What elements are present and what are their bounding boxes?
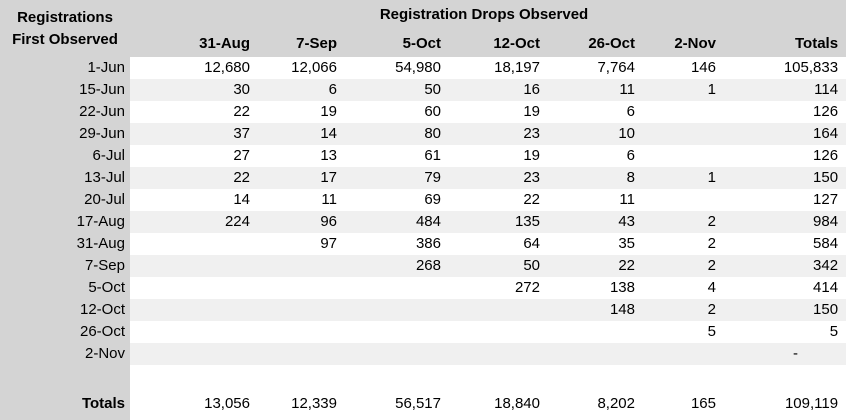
data-cell: 22 xyxy=(233,103,250,120)
data-cell: 69 xyxy=(424,191,441,208)
data-cell: 12,680 xyxy=(204,59,250,76)
spacer-row xyxy=(0,365,846,387)
totals-cell: 165 xyxy=(690,394,716,412)
row-label: 15-Jun xyxy=(0,79,130,101)
data-cell: 5 xyxy=(707,323,716,340)
data-cell: 22 xyxy=(548,255,643,277)
table-row xyxy=(0,101,846,123)
data-cell xyxy=(130,299,258,321)
data-cell: 4 xyxy=(707,279,716,296)
data-cell xyxy=(449,321,548,343)
data-cell: 19 xyxy=(320,103,337,120)
data-cell: 54,980 xyxy=(395,59,441,76)
row-label: 22-Jun xyxy=(0,101,130,123)
totals-cell: 8,202 xyxy=(597,394,635,412)
data-cell: 2 xyxy=(643,211,724,233)
table-row xyxy=(0,343,846,365)
data-cell: 126 xyxy=(813,103,839,120)
totals-cell: 13,056 xyxy=(204,394,250,412)
data-cell: 6 xyxy=(258,79,345,101)
data-cell: 97 xyxy=(320,235,337,252)
table-row xyxy=(0,57,846,79)
data-cell xyxy=(643,365,724,387)
table-row xyxy=(0,167,846,189)
data-cell xyxy=(449,299,548,321)
row-label xyxy=(0,365,130,387)
span-header: Registration Drops Observed xyxy=(130,0,846,30)
data-cell xyxy=(643,343,724,365)
table-row xyxy=(0,145,846,167)
data-cell xyxy=(258,299,345,321)
data-cell: 60 xyxy=(424,103,441,120)
data-cell: 50 xyxy=(345,79,449,101)
data-cell: 10 xyxy=(548,123,643,145)
data-cell: 8 xyxy=(548,167,643,189)
data-cell: 2 xyxy=(707,235,716,252)
data-cell: 13 xyxy=(320,147,337,164)
data-cell: 19 xyxy=(523,147,540,164)
data-cell xyxy=(258,365,345,387)
data-cell: 14 xyxy=(258,123,345,145)
table-row xyxy=(0,321,846,343)
data-cell: 37 xyxy=(130,123,258,145)
data-cell: 584 xyxy=(813,235,839,252)
data-cell: 386 xyxy=(415,235,441,252)
data-cell xyxy=(643,189,724,211)
row-label: 1-Jun xyxy=(0,57,130,79)
data-cell xyxy=(548,343,643,365)
data-cell xyxy=(345,299,449,321)
data-cell xyxy=(258,255,345,277)
data-cell: 135 xyxy=(449,211,548,233)
data-cell: 96 xyxy=(258,211,345,233)
data-cell: 414 xyxy=(813,279,839,296)
data-cell: 80 xyxy=(345,123,449,145)
data-cell: 1 xyxy=(643,79,724,101)
table-body xyxy=(0,57,846,420)
data-cell: 22 xyxy=(130,167,258,189)
data-cell xyxy=(724,365,846,387)
column-header-5-oct: 5-Oct xyxy=(345,30,449,57)
row-label: 6-Jul xyxy=(0,145,130,167)
data-cell: 11 xyxy=(321,191,337,208)
data-cell: 342 xyxy=(724,255,846,277)
data-cell xyxy=(345,321,449,343)
data-cell: 12,066 xyxy=(291,59,337,76)
column-header-7-sep: 7-Sep xyxy=(258,30,345,57)
totals-label: Totals xyxy=(0,387,130,420)
data-cell: 2 xyxy=(643,299,724,321)
row-label: 31-Aug xyxy=(0,233,130,255)
row-label: 5-Oct xyxy=(0,277,130,299)
data-cell xyxy=(643,145,724,167)
data-cell: 27 xyxy=(233,147,250,164)
row-label: 29-Jun xyxy=(0,123,130,145)
data-cell: 126 xyxy=(813,147,839,164)
table-row xyxy=(0,79,846,101)
data-cell xyxy=(258,277,345,299)
totals-cell: 18,840 xyxy=(494,394,540,412)
data-cell: 23 xyxy=(449,123,548,145)
data-cell xyxy=(258,343,345,365)
data-cell xyxy=(345,343,449,365)
data-cell: 1 xyxy=(643,167,724,189)
data-cell xyxy=(130,365,258,387)
row-label: 17-Aug xyxy=(0,211,130,233)
corner-header-line2: First Observed xyxy=(12,30,118,48)
data-cell: 6 xyxy=(626,103,635,120)
data-cell xyxy=(548,321,643,343)
data-cell: 23 xyxy=(449,167,548,189)
data-cell: - xyxy=(724,343,846,365)
data-cell: 268 xyxy=(345,255,449,277)
data-cell: 11 xyxy=(619,191,635,208)
table-row xyxy=(0,233,846,255)
data-cell: 150 xyxy=(724,167,846,189)
data-cell: 146 xyxy=(690,59,716,76)
data-cell: 138 xyxy=(609,279,635,296)
table-row xyxy=(0,189,846,211)
data-cell xyxy=(449,343,548,365)
data-cell: 50 xyxy=(449,255,548,277)
span-header-row xyxy=(0,0,846,30)
table-row xyxy=(0,255,846,277)
column-header-26-oct: 26-Oct xyxy=(548,30,643,57)
data-cell: 18,197 xyxy=(494,59,540,76)
column-header-2-nov: 2-Nov xyxy=(643,30,724,57)
data-cell: 16 xyxy=(449,79,548,101)
data-cell xyxy=(449,365,548,387)
data-cell xyxy=(345,277,449,299)
row-label: 2-Nov xyxy=(0,343,130,365)
data-cell: 7,764 xyxy=(597,59,635,76)
data-cell: 984 xyxy=(724,211,846,233)
data-cell: 105,833 xyxy=(783,59,839,76)
table-row xyxy=(0,211,846,233)
table-row xyxy=(0,123,846,145)
data-cell xyxy=(130,277,258,299)
totals-row xyxy=(0,387,846,420)
data-cell: 14 xyxy=(233,191,250,208)
data-cell: 272 xyxy=(514,279,540,296)
data-cell xyxy=(130,233,258,255)
column-header-12-oct: 12-Oct xyxy=(449,30,548,57)
column-header-31-aug: 31-Aug xyxy=(130,30,258,57)
data-cell: 30 xyxy=(130,79,258,101)
data-cell xyxy=(130,343,258,365)
data-cell: 6 xyxy=(626,147,635,164)
data-cell xyxy=(258,321,345,343)
data-cell: 11 xyxy=(548,79,643,101)
data-cell xyxy=(643,123,724,145)
data-cell: 22 xyxy=(523,191,540,208)
data-cell: 224 xyxy=(130,211,258,233)
totals-cell: 12,339 xyxy=(291,394,337,412)
data-cell: 484 xyxy=(345,211,449,233)
totals-cell: 109,119 xyxy=(784,394,839,412)
table-row xyxy=(0,299,846,321)
data-cell: 19 xyxy=(523,103,540,120)
corner-header xyxy=(0,0,130,57)
data-cell: 114 xyxy=(724,79,846,101)
data-cell xyxy=(130,255,258,277)
data-cell: 35 xyxy=(618,235,635,252)
row-label: 13-Jul xyxy=(0,167,130,189)
data-cell: 61 xyxy=(424,147,441,164)
data-cell xyxy=(643,101,724,123)
data-cell xyxy=(130,321,258,343)
table-row xyxy=(0,277,846,299)
data-cell: 148 xyxy=(548,299,643,321)
data-cell: 17 xyxy=(258,167,345,189)
row-label: 26-Oct xyxy=(0,321,130,343)
data-cell: 43 xyxy=(548,211,643,233)
row-label: 7-Sep xyxy=(0,255,130,277)
data-cell: 127 xyxy=(813,191,839,208)
data-cell: 164 xyxy=(724,123,846,145)
data-cell: 79 xyxy=(345,167,449,189)
totals-cell: 56,517 xyxy=(395,394,441,412)
corner-header-line1: Registrations xyxy=(17,8,113,26)
data-cell: 5 xyxy=(829,323,839,340)
data-cell: 2 xyxy=(643,255,724,277)
data-cell xyxy=(548,365,643,387)
data-cell xyxy=(345,365,449,387)
data-cell: 64 xyxy=(523,235,540,252)
data-cell: 150 xyxy=(724,299,846,321)
row-label: 20-Jul xyxy=(0,189,130,211)
row-label: 12-Oct xyxy=(0,299,130,321)
table-header xyxy=(0,0,846,57)
column-header-totals: Totals xyxy=(724,30,846,57)
